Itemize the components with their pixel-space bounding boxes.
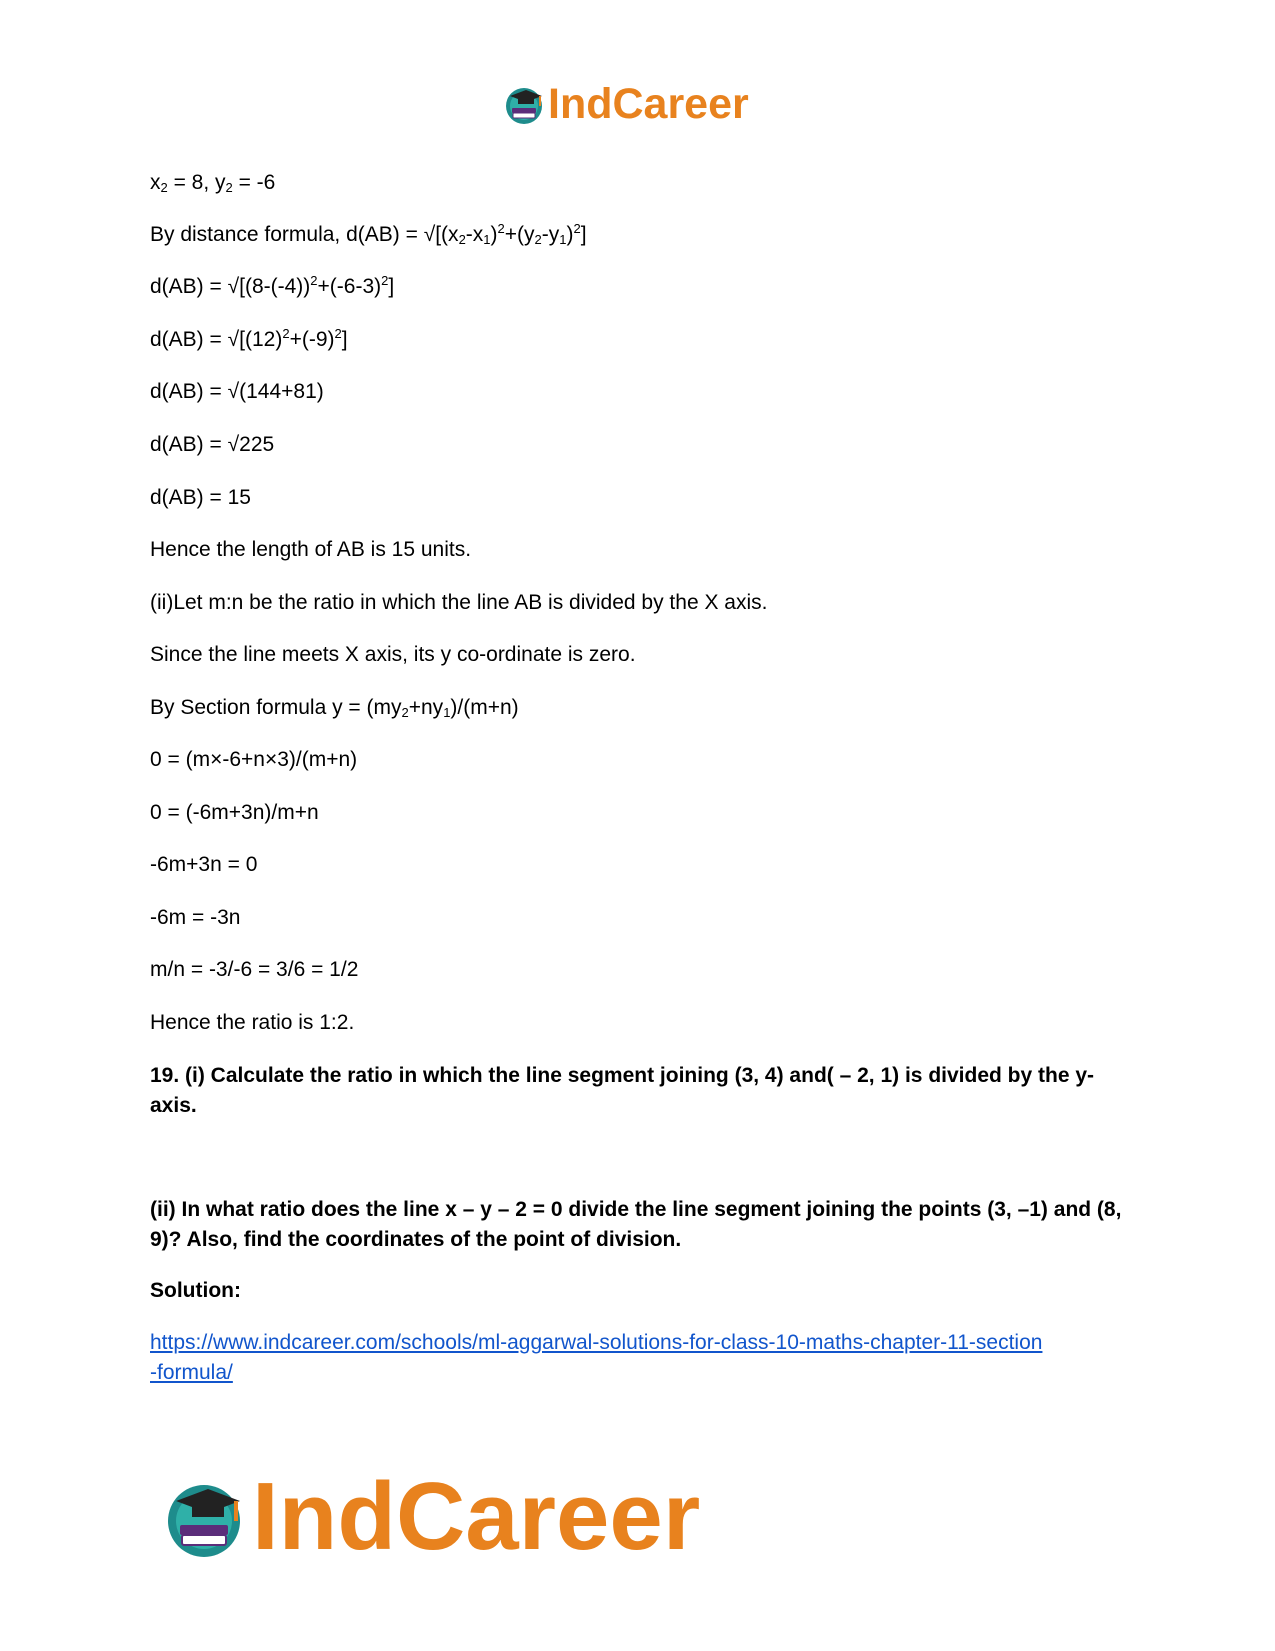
superscript: 2 [497,221,505,236]
source-link-block [150,1328,1042,1388]
math-line: d(AB) = 15 [150,486,251,509]
math-line: d(AB) = √(144+81) [150,380,324,403]
math-line: By distance formula, $d(AB) = √[(x_2-x_1)^2+(y_2-y_1)^2]$ [150,221,587,247]
math-line: -6m = -3n [150,906,241,929]
subscript: 2 [225,180,233,195]
math-line: 0 = (m×-6+n×3)/(m+n) [150,748,358,771]
source-link[interactable] [150,1331,1042,1384]
superscript: 2 [310,273,318,288]
superscript: 2 [573,221,581,236]
subscript: 2 [534,232,542,247]
brand-wordmark: IndCareer [548,80,749,128]
header-logo [502,78,749,130]
footer-logo [160,1462,700,1572]
subscript: 2 [401,705,409,720]
math-line: -6m+3n = 0 [150,853,258,876]
math-line: By Section formula $y = (my_2+ny_1)/(m+n)$ [150,696,519,720]
graduation-cap-books-globe-icon [160,1473,248,1561]
solution-label: Solution: [150,1279,241,1302]
math-line: Hence the ratio is 1:2. [150,1011,355,1034]
superscript: 2 [334,326,342,341]
subscript: 2 [160,180,168,195]
graduation-cap-books-globe-icon [502,82,546,126]
math-line: $d(AB) = √[(12)^2+(-9)^2]$ [150,326,348,351]
math-line: d(AB) = √225 [150,433,275,456]
math-line: $d(AB) = √[(8-(-4))^2+(-6-3)^2]$ [150,273,395,298]
subscript: 1 [483,232,491,247]
question-19-part-i: 19. (i) Calculate the ratio in which the line segment joining (3, 4) and( – 2, 1) is divided by the y-axis. [150,1064,1095,1117]
math-line: Since the line meets X axis, its y co-ordinate is zero. [150,643,636,666]
subscript: 1 [559,232,567,247]
math-line: m/n = -3/-6 = 3/6 = 1/2 [150,958,359,981]
source-link-line-2: -formula/ [150,1361,233,1384]
subscript: 2 [458,232,466,247]
question-19-part-ii: (ii) In what ratio does the line x – y – 2 = 0 divide the line segment joining the points (3, –1) and (8, 9)? Also, find the coordinates of the point of division. [150,1198,1122,1251]
brand-wordmark: IndCareer [252,1463,701,1570]
subscript: 1 [443,705,451,720]
superscript: 2 [381,273,389,288]
superscript: 2 [282,326,290,341]
math-line: 0 = (-6m+3n)/m+n [150,801,319,824]
source-link-line-1: https://www.indcareer.com/schools/ml-aggarwal-solutions-for-class-10-maths-chapter-11-section [150,1331,1043,1354]
math-line: (ii)Let m:n be the ratio in which the line AB is divided by the X axis. [150,591,768,614]
math-line: $x_2 = 8$, $y_2 = -6$ [150,171,276,195]
math-line: Hence the length of AB is 15 units. [150,538,472,561]
